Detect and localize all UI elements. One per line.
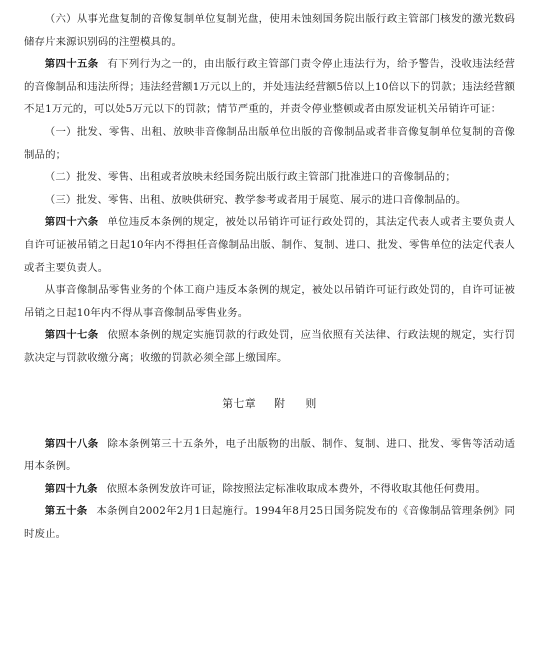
article50-number: 第五十条 [44,505,88,518]
article46-body: 单位违反本条例的规定，被处以吊销许可证行政处罚的，其法定代表人或者主要负责人自许可证被吊销之日起10年内不得担任音像制品出版、制作、复制、进口、批发、零售单位的法定代表人或者主要负责人。 [24,216,515,274]
article45-item-2: （二）批发、零售、出租或者放映未经国务院出版行政主管部门批准进口的音像制品的； [44,171,456,184]
article46-paragraph [24,211,515,279]
article48-body: 除本条例第三十五条外，电子出版物的出版、制作、复制、进口、批发、零售等活动适用本条例。 [24,437,515,473]
article45-item-1: （一）批发、零售、出租、放映非音像制品出版单位出版的音像制品或者非音像复制单位复制的音像制品的； [24,125,515,161]
article49-body: 依照本条例发放许可证，除按照法定标准收取成本费外，不得收取其他任何费用。 [106,482,486,495]
article47-body: 依照本条例的规定实施罚款的行政处罚，应当依照有关法律、行政法规的规定，实行罚款决定与罚款收缴分离；收缴的罚款必须全部上缴国库。 [24,329,515,364]
article50-paragraph [24,500,515,545]
article49-number: 第四十九条 [44,482,98,495]
article50-body: 本条例自2002年2月1日起施行。1994年8月25日国务院发布的《音像制品管理条例》同时废止。 [24,505,515,540]
article45-number: 第四十五条 [44,58,99,71]
chapter-number: 第七章 [222,396,257,410]
article45-paragraph [24,53,515,121]
article47-number: 第四十七条 [44,329,99,342]
article49-paragraph [24,478,515,501]
article46-paragraph-2: 从事音像制品零售业务的个体工商户违反本条例的规定，被处以吊销许可证行政处罚的，自许可证被吊销之日起10年内不得从事音像制品零售业务。 [24,284,515,319]
article44-item-6: （六）从事光盘复制的音像复制单位复制光盘，使用未蚀刻国务院出版行政主管部门核发的激光数码储存片来源识别码的注塑模具的。 [24,13,515,48]
article45-item-3: （三）批发、零售、出租、放映供研究、教学参考或者用于展览、展示的进口音像制品的。 [44,193,467,206]
article47-paragraph [24,324,515,369]
chapter-title-part2: 则 [305,396,317,410]
article48-number: 第四十八条 [44,437,99,450]
article46-number: 第四十六条 [44,216,99,229]
chapter-heading [24,393,515,415]
chapter-title-part1: 附 [274,396,286,410]
article48-paragraph [24,433,515,478]
article45-body: 有下列行为之一的，由出版行政主管部门责令停止违法行为，给予警告，没收违法经营的音像制品和违法所得；违法经营额1万元以上的，并处违法经营额5倍以上10倍以下的罚款；违法经营额不足1万元的，可以处5万元以下的罚款；情节严重的，并责令停业整顿或者由原发证机关吊销许可证： [24,58,515,116]
